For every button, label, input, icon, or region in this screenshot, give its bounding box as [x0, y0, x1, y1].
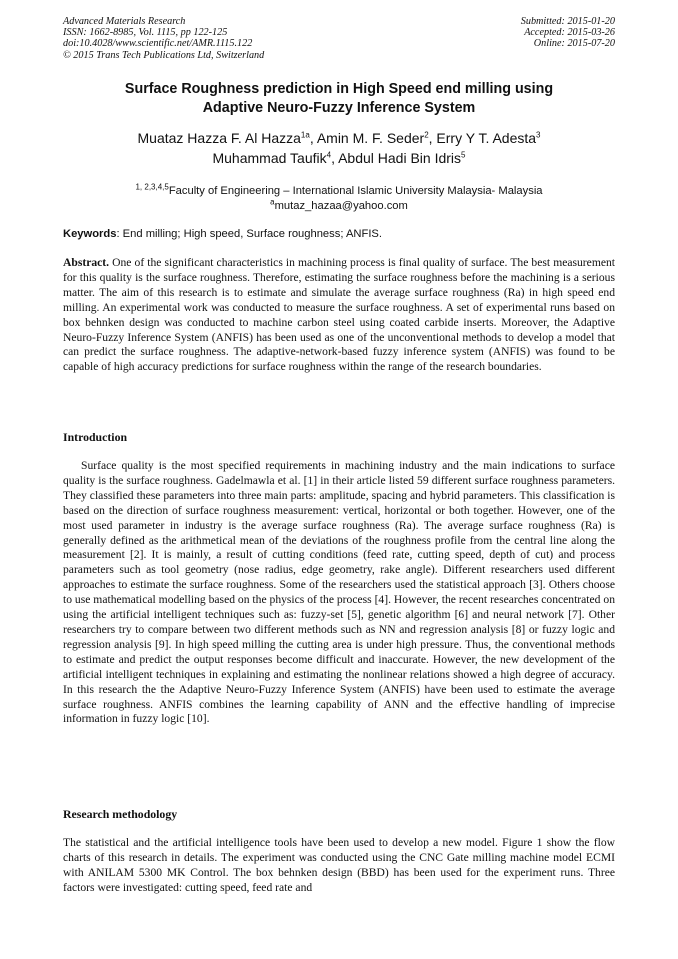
journal-name: Advanced Materials Research [63, 16, 186, 27]
author-name: Muhammad Taufik [212, 150, 327, 166]
title-line-1: Surface Roughness prediction in High Speed end milling using [124, 81, 554, 97]
dates-info [521, 16, 615, 50]
issn-line: ISSN: 1662-8985, Vol. 1115, pp 122-125 [63, 27, 228, 39]
doi-line: doi:10.4028/www.scientific.net/AMR.1115.122 [63, 38, 253, 50]
methodology-heading: Research methodology [63, 807, 178, 821]
affiliation-marks: 1, 2,3,4,5 [135, 182, 169, 192]
author-line-2 [63, 148, 615, 168]
author-name: , Abdul Hadi Bin Idris [331, 150, 462, 166]
introduction-paragraph: Surface quality is the most specified requirements in machining industry and the main indications to surface quality is the surface roughness. Gadelmawla et al. [1] in their article listed 59 different surface roughness parameters. They classified these parameters into three main parts: amplitude, spacing and hybrid parameters. This classification is based on the direction of surface roughness measurement: vertical, horizontal or both together. However, one of the most used parameter in industry is the average surface roughness (Ra). The average surface roughness (Ra) is generally defined as the arithmetical mean of the deviations of the roughness profile from the central line along the measurement [2]. It is mainly, a result of cutting conditions (feed rate, cutting speed, depth of cut) and process parameters such as tool geometry (nose radius, edge geometry, rake angle). Different researchers used different approaches to estimate the surface roughness. Some of the researchers used the statistical approach [3]. Others choose to use mathematical modelling based on the physics of the process [4]. However, the recent researches concentrated on using the artificial intelligent techniques such as: fuzzy-set [5], genetic algorithm [6] and neural network [7]. Other researchers try to compare between two different methods such as NN and regression analysis [8] or fuzzy logic and regression analysis [9]. In high speed milling the cutting area is under high pressure. Thus, the conventional methods to estimate and predict the output responses become difficult and inaccurate. However, the new development of the artificial intelligent techniques in explaining and estimating the nonlinear relations showed a high degree of accuracy. In this research the the Adaptive Neuro-Fuzzy Inference System (ANFIS) have been used to estimate the average surface roughness. ANFIS combines the learning capability of ANN and the effective handling of imprecise information in fuzzy logic [10]. [63, 459, 615, 726]
author-affil-mark: 3 [536, 130, 541, 140]
author-email: mutaz_hazaa@yahoo.com [274, 200, 408, 212]
methodology-paragraph: The statistical and the artificial intelligence tools have been used to develop a new model. Figure 1 show the flow charts of this research in details. The experiment was conducted using the CNC Gate milling machine model ECMI with ANILAM 5300 MK Control. The box behnken design (BBD) has been used for the experiment runs. Three factors were investigated: cutting speed, feed rate and [63, 836, 615, 894]
author-list [63, 128, 615, 168]
author-name: , Amin M. F. Seder [309, 130, 425, 146]
email-line [63, 199, 615, 214]
abstract [63, 256, 615, 375]
author-name: , Erry Y T. Adesta [428, 130, 537, 146]
keywords [63, 227, 615, 241]
abstract-label: Abstract. [63, 256, 110, 269]
keywords-label: Keywords [63, 228, 117, 240]
paper-title [63, 80, 615, 118]
title-line-2: Adaptive Neuro-Fuzzy Inference System [202, 100, 476, 116]
online-date: Online: 2015-07-20 [533, 38, 615, 50]
email-mark: a [270, 197, 275, 207]
author-affil-mark: 4 [326, 150, 332, 160]
submitted-date: Submitted: 2015-01-20 [520, 16, 615, 27]
abstract-text: One of the significant characteristics in machining process is final quality of surface. The best measurement for this quality is the surface roughness. Therefore, estimating the surface roughness before the machining is a serious matter. The aim of this research is to estimate and simulate the average surface roughness (Ra) in high speed end milling. An experimental work was conducted to measure the surface roughness. A set of experimental runs based on box behnken design was conducted to machine carbon steel using coated carbide inserts. Moreover, the Adaptive Neuro-Fuzzy Inference System (ANFIS) has been used as one of the unconventional methods to develop a model that can predict the surface roughness. The adaptive-network-based fuzzy inference system (ANFIS) was found to be capable of high accuracy predictions for surface roughness within the range of the research boundaries. [63, 256, 615, 374]
introduction-heading: Introduction [63, 430, 128, 444]
author-affil-mark: 2 [424, 130, 429, 140]
author-affil-mark: 5 [461, 150, 466, 160]
affiliation-text: Faculty of Engineering – International Islamic University Malaysia- Malaysia [168, 185, 543, 197]
copyright-line: © 2015 Trans Tech Publications Ltd, Switzerland [63, 49, 265, 61]
author-affil-mark: 1a [300, 130, 310, 140]
affiliation-block [63, 184, 615, 214]
accepted-date: Accepted: 2015-03-26 [524, 27, 615, 39]
keywords-text: : End milling; High speed, Surface roughness; ANFIS. [116, 228, 382, 240]
author-line-1 [63, 128, 615, 148]
affiliation-line [63, 184, 615, 199]
journal-info [63, 16, 264, 61]
author-name: Muataz Hazza F. Al Hazza [137, 130, 301, 146]
